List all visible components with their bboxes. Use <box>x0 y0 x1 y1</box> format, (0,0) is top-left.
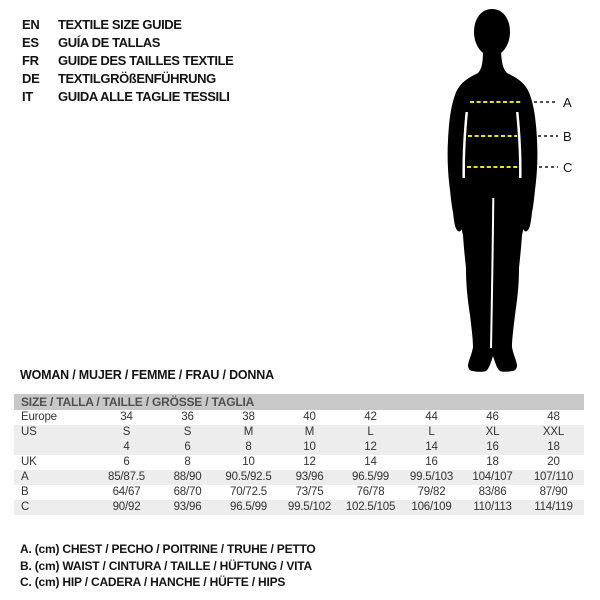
table-row <box>14 410 584 425</box>
size-cell: 42 <box>364 411 377 423</box>
woman-silhouette <box>440 0 600 380</box>
size-cell: 88/90 <box>173 471 202 483</box>
table-group-title: WOMAN / MUJER / FEMME / FRAU / DONNA <box>20 368 274 382</box>
row-label: A <box>21 471 29 483</box>
size-cell: 93/96 <box>295 471 324 483</box>
size-cell: 99.5/102 <box>287 501 332 513</box>
size-table <box>14 394 584 515</box>
size-cell: 79/82 <box>417 486 446 498</box>
size-figure <box>440 0 600 380</box>
language-title-list <box>22 16 233 106</box>
language-code: FR <box>22 53 39 68</box>
row-label: UK <box>21 456 37 468</box>
table-row <box>14 470 584 485</box>
size-cell: L <box>428 426 435 438</box>
measure-label-c: C <box>563 160 573 175</box>
size-cell: 90.5/92.5 <box>225 471 272 483</box>
size-cell: 114/119 <box>534 501 573 513</box>
size-cell: 93/96 <box>173 501 202 513</box>
size-cell: 87/90 <box>539 486 568 498</box>
table-row <box>14 500 584 515</box>
size-cell: 12 <box>303 456 316 468</box>
size-cell: 83/86 <box>478 486 507 498</box>
size-cell: 12 <box>364 441 377 453</box>
size-cell: 64/67 <box>112 486 141 498</box>
language-code: IT <box>22 89 33 104</box>
size-cell: 20 <box>547 456 560 468</box>
size-cell: 14 <box>425 441 438 453</box>
guide-title-text: TEXTILGRÖßENFÜHRUNG <box>58 71 216 86</box>
size-cell: XXL <box>542 426 565 438</box>
size-cell: 10 <box>303 441 316 453</box>
table-row <box>14 485 584 500</box>
size-cell: 34 <box>120 411 133 423</box>
table-row <box>14 455 584 470</box>
size-cell: 8 <box>184 456 191 468</box>
guide-title-text: GUÍA DE TALLAS <box>58 35 161 50</box>
language-row <box>22 88 233 106</box>
size-cell: 73/75 <box>295 486 324 498</box>
size-cell: 6 <box>123 456 130 468</box>
size-cell: 70/72.5 <box>230 486 267 498</box>
size-cell: 90/92 <box>112 501 141 513</box>
size-cell: 68/70 <box>173 486 202 498</box>
size-cell: 106/109 <box>411 501 452 513</box>
language-code: EN <box>22 17 40 32</box>
size-table-body <box>14 410 584 515</box>
measure-legend <box>20 541 316 591</box>
size-cell: 6 <box>184 441 191 453</box>
size-cell: 16 <box>425 456 438 468</box>
size-cell: 36 <box>181 411 194 423</box>
size-cell: 85/87.5 <box>108 471 145 483</box>
measure-label-a: A <box>563 95 572 110</box>
language-code: DE <box>22 71 40 86</box>
row-label: B <box>21 486 29 498</box>
guide-title-text: GUIDE DES TAILLES TEXTILE <box>58 53 234 68</box>
size-cell: 16 <box>486 441 499 453</box>
size-cell: S <box>122 426 131 438</box>
measure-legend-line: A. (cm) CHEST / PECHO / POITRINE / TRUHE / PETTO <box>20 542 316 556</box>
size-cell: 14 <box>364 456 377 468</box>
language-row <box>22 34 233 52</box>
size-cell: 48 <box>547 411 560 423</box>
size-cell: 10 <box>242 456 255 468</box>
size-cell: 76/78 <box>356 486 385 498</box>
size-cell: 44 <box>425 411 438 423</box>
size-cell: S <box>183 426 192 438</box>
size-cell: 99.5/103 <box>409 471 454 483</box>
size-cell: 110/113 <box>473 501 512 513</box>
row-label: C <box>21 501 30 513</box>
size-cell: 96.5/99 <box>230 501 267 513</box>
size-cell: 4 <box>123 441 130 453</box>
size-cell: 104/107 <box>472 471 513 483</box>
language-row <box>22 16 233 34</box>
size-cell: 8 <box>245 441 252 453</box>
size-cell: 38 <box>242 411 255 423</box>
size-cell: M <box>243 426 254 438</box>
row-label: Europe <box>21 411 57 423</box>
size-cell: 102.5/105 <box>345 501 396 513</box>
language-row <box>22 52 233 70</box>
language-code: ES <box>22 35 39 50</box>
size-cell: 18 <box>547 441 560 453</box>
size-table-header-bar: SIZE / TALLA / TAILLE / GRÖSSE / TAGLIA <box>14 394 584 410</box>
size-cell: 107/110 <box>533 471 574 483</box>
size-cell: L <box>367 426 374 438</box>
row-label <box>14 440 96 455</box>
size-cell: 18 <box>486 456 499 468</box>
table-row <box>14 440 584 455</box>
measure-label-b: B <box>563 129 572 144</box>
measure-legend-line: C. (cm) HIP / CADERA / HANCHE / HÜFTE / HIPS <box>20 575 286 589</box>
size-cell: M <box>304 426 315 438</box>
row-label: US <box>21 426 37 438</box>
language-row <box>22 70 233 88</box>
size-cell: XL <box>485 426 500 438</box>
size-cell: 46 <box>486 411 499 423</box>
guide-title-text: GUIDA ALLE TAGLIE TESSILI <box>58 89 230 104</box>
measure-legend-line: B. (cm) WAIST / CINTURA / TAILLE / HÜFTUNG / VITA <box>20 558 312 573</box>
size-cell: 96.5/99 <box>352 471 389 483</box>
table-row <box>14 425 584 440</box>
size-cell: 40 <box>303 411 316 423</box>
guide-title-text: TEXTILE SIZE GUIDE <box>58 17 182 32</box>
